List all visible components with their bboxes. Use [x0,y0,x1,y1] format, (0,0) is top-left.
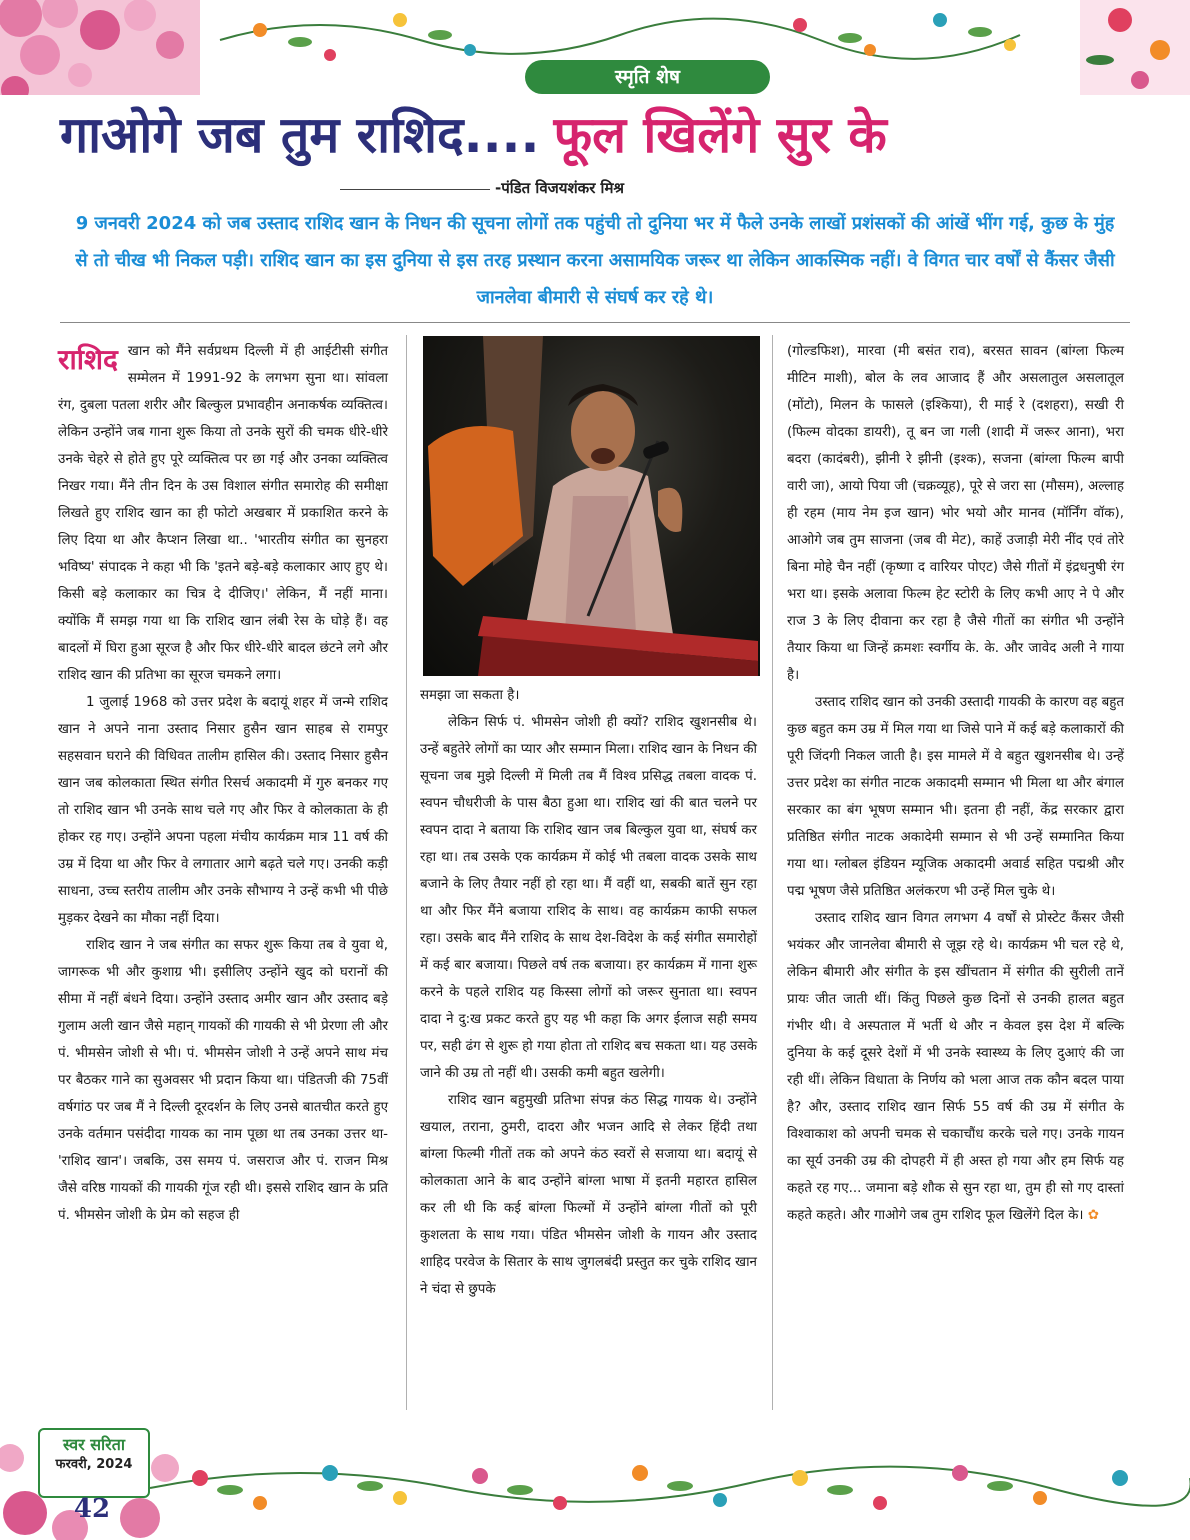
end-flower-icon: ✿ [1087,1208,1099,1223]
paragraph: उस्ताद राशिद खान विगत लगभग 4 वर्षों से प्रोस्टेट कैंसर जैसी भयंकर और जानलेवा बीमारी से जूझ रहे थे। कार्यक्रम भी चल रहे थे, लेकिन बीमारी और संगीत के इस खींचतान में संगीत की सुरीली तानें प्रायः जीत जाती थीं। किंतु पिछले कुछ दिनों से उनकी हालत बहुत गंभीर थी। वे अस्पताल में भर्ती थे और न केवल इस देश में बल्कि दुनिया के कई दूसरे देशों में भी उनके स्वास्थ्य के लिए दुआएं की जा रही थीं। लेकिन विधाता के निर्णय को भला आज तक कौन बदल पाया है? और, उस्ताद राशिद खान सिर्फ 55 वर्ष की उम्र में संगीत के विश्वाकाश को अपनी चमक से चकाचौंध करके चले गए। उनके गायन का सूर्य उनकी उम्र की दोपहरी में ही अस्त हो गया और हम सिर्फ यह कहते रह गए... जमाना बड़े शौक से सुन रहा था, तुम ही सो गए दास्तां कहते कहते। और गाओगे जब तुम राशिद फूल खिलेंगे दिल के। ✿ [787,911,1124,1223]
author-name: -पंडित विजयशंकर मिश्र [495,179,625,197]
issue-date: फरवरी, 2024 [55,1457,133,1472]
paragraph: राशिद खान को मैंने सर्वप्रथम दिल्ली में ही आईटीसी संगीत सम्मेलन में 1991-92 के लगभग सुना था। सांवला रंग, दुबला पतला शरीर और बिल्कुल प्रभावहीन अनाकर्षक व्यक्तित्व। लेकिन उन्होंने जब गाना शुरू किया तो उनके सुरों की चमक धीरे-धीरे उनके चेहरे से होते हुए पूरे व्यक्तित्व पर छा गई और उनका व्यक्तित्व निखर गया। मैंने तीन दिन के उस विशाल संगीत समारोह की समीक्षा लिखते हुए राशिद खान का ही फोटो अखबार में प्रकाशित करने के लिए दिया था और कैप्शन लिखा था.. 'भारतीय संगीत का सुनहरा भविष्य' संपादक ने कहा भी कि 'इतने बड़े-बड़े कलाकार आए हुए थे। किसी बड़े कलाकार का चित्र दे दीजिए।' लेकिन, मैं नहीं माना। क्योंकि मैं समझ गया था कि राशिद खान लंबी रेस के घोड़े हैं। वह बादलों में घिरा हुआ सूरज है और फिर धीरे-धीरे बादल छंटने लगे और राशिद खान की प्रतिभा का सूरज चमकने लगा। [58,338,388,689]
page-number: 42 [73,1494,111,1524]
headline-part-1: गाओगे जब तुम राशिद.... [60,106,540,164]
paragraph: लेकिन सिर्फ पं. भीमसेन जोशी ही क्यों? राशिद खुशनसीब थे। उन्हें बहुतेरे लोगों का प्यार और सम्मान मिला। राशिद खान के निधन की सूचना जब मुझे दिल्ली में मिली तब मैं विश्व प्रसिद्ध तबला वादक पं. स्वपन चौधरीजी के पास बैठा हुआ था। राशिद खां की बात चलने पर स्वपन दादा ने बताया कि राशिद खान जब बिल्कुल युवा था, संघर्ष कर रहा था। तब उसके एक कार्यक्रम में कोई भी तबला वादक उसके साथ बजाने के लिए तैयार नहीं हो रहा था। मैं वहीं था, सबकी बातें सुन रहा था और फिर मैंने बजाया राशिद के साथ। वह कार्यक्रम काफी सफल रहा। उसके बाद मैंने राशिद के साथ देश-विदेश के कई संगीत समारोहों में कई बार बजाया। पिछले वर्ष तक बजाया। हर कार्यक्रम में गाना शुरू करने के पहले राशिद यह किस्सा लोगों को जरूर सुनाता था। स्वपन दादा ने दु:ख प्रकट करते हुए यह भी कहा कि अगर ईलाज सही समय पर, सही ढंग से शुरू हो गया होता तो राशिद बच सकता था। यह उसके जाने की उम्र तो नहीं थी। उसकी कमी बहुत खलेगी। [420,715,757,1081]
paragraph: समझा जा सकता है। [420,688,520,703]
dropcap: राशिद [58,343,118,376]
headline-part-2: फूल खिलेंगे सुर के [553,106,887,164]
column-divider [772,335,773,1410]
floral-border-bottom [0,1418,1190,1540]
column-3 [787,338,1124,1229]
magazine-name: स्वर सरिता [62,1435,125,1454]
photo-illustration [423,336,760,676]
intro-paragraph: 9 जनवरी 2024 को जब उस्ताद राशिद खान के निधन की सूचना लोगों तक पहुंची तो दुनिया भर में फैले उनके लाखों प्रशंसकों की आंखें भींग गई, कुछ के मुंह से तो चीख भी निकल पड़ी। राशिद खान का इस दुनिया से इस तरह प्रस्थान करना असामयिक जरूर था लेकिन आकस्मिक नहीं। वे विगत चार वर्षों से कैंसर जैसी जानलेवा बीमारी से संघर्ष कर रहे थे। [75,213,1115,308]
byline-rule [340,189,490,190]
column-2 [420,682,757,1303]
paragraph: राशिद खान बहुमुखी प्रतिभा संपन्न कंठ सिद्ध गायक थे। उन्होंने खयाल, तराना, ठुमरी, दादरा और भजन आदि से लेकर हिंदी तथा बांग्ला फिल्मी गीतों तक को अपने कंठ स्वरों से सजाया था। बदायूं से कोलकाता आने के बाद उन्होंने बांग्ला भाषा में इतनी महारत हासिल कर ली थी कि कई बांग्ला फिल्मों में उन्होंने बांग्ला गीतों को पूरी कुशलता के साथ गया। पंडित भीमसेन जोशी के गायन और उस्ताद शाहिद परवेज के सितार के साथ जुगलबंदी प्रस्तुत कर चुके राशिद खान ने चंदा से छुपके [420,1093,757,1297]
article-headline [60,100,1140,170]
article-photo [423,336,760,676]
paragraph: 1 जुलाई 1968 को उत्तर प्रदेश के बदायूं शहर में जन्मे राशिद खान ने अपने नाना उस्ताद निसार हुसैन खान साहब से रामपुर सहसवान घराने की विधिवत तालीम हासिल की। उस्ताद निसार हुसैन खान जब कोलकाता स्थित संगीत रिसर्च अकादमी में गुरु बनकर गए तो राशिद खान भी उनके साथ चले गए और फिर वे कोलकाता के ही होकर रह गए। उन्होंने अपना पहला मंचीय कार्यक्रम मात्र 11 वर्ष की उम्र में दिया था और फिर वे लगातार आगे बढ़ते चले गए। उनकी कड़ी साधना, उच्च स्तरीय तालीम और उनके सौभाग्य ने उन्हें कभी भी पीछे मुड़कर देखने का मौका नहीं दिया। [58,695,388,926]
byline [340,178,860,202]
column-1 [58,338,388,1229]
paragraph: उस्ताद राशिद खान को उनकी उस्तादी गायकी के कारण वह बहुत कुछ बहुत कम उम्र में मिल गया था जिसे पाने में कई बड़े कलाकारों की पूरी जिंदगी निकल जाती है। इस मामले में वे बहुत खुशनसीब थे। उन्हें उत्तर प्रदेश का संगीत नाटक अकादमी सम्मान भी मिला था और बंगाल सरकार का बंग भूषण सम्मान भी। इतना ही नहीं, केंद्र सरकार द्वारा प्रतिष्ठित संगीत नाटक अकादेमी सम्मान से भी उन्हें सम्मानित किया गया था। ग्लोबल इंडियन म्यूजिक अकादमी अवार्ड सहित पद्मश्री और पद्म भूषण जैसे प्रतिष्ठित अलंकरण भी उन्हें मिल चुके थे। [787,695,1124,899]
magazine-badge [38,1428,150,1498]
section-kicker: स्मृति शेष [525,60,770,94]
paragraph: राशिद खान ने जब संगीत का सफर शुरू किया तब वे युवा थे, जागरूक भी और कुशाग्र भी। इसीलिए उन्होंने खुद को घरानों की सीमा में नहीं बंधने दिया। उन्होंने उस्ताद अमीर खान और उस्ताद बड़े गुलाम अली खान जैसे महान् गायकों की गायकी से भी प्रेरणा ली और पं. भीमसेन जोशी से भी। पं. भीमसेन जोशी ने उन्हें अपने साथ मंच पर बैठकर गाने का सुअवसर भी प्रदान किया था। पंडितजी की 75वीं वर्षगांठ पर जब मैं ने दिल्ली दूरदर्शन के लिए उनसे बातचीत करते हुए उनके वर्तमान पसंदीदा गायक का नाम पूछा था तब उनका उत्तर था- 'राशिद खान'। जबकि, उस समय पं. जसराज और पं. राजन मिश्र जैसे वरिष्ठ गायकों की गायकी गूंज रही थी। इससे राशिद खान के प्रति पं. भीमसेन जोशी के प्रेम को सहज ही [58,938,388,1223]
divider [60,322,1130,323]
paragraph: (गोल्डफिश), मारवा (मी बसंत राव), बरसत सावन (बांग्ला फिल्म मीटिन माशी), बोल के लव आजाद हैं और असलातुल असलातूल (मोंटो), मिलन के फासले (इश्किया), री माई रे (दशहरा), सखी री (फिल्म वोदका डायरी), तू बन जा गली (शादी में जरूर आना), भरा बदरा (कादंबरी), झीनी रे झीनी (इश्क), सजना (बांग्ला फिल्म बापी वारी जा), आयो पिया जी (चक्रव्यूह), पूरे से जरा सा (मौसम), अल्लाह ही रहम (माय नेम इज खान) भोर भयो और मानव (मॉर्निंग वॉक), आओगे जब तुम साजना (जब वी मेट), काहें उजाड़ी मेरी नींद एवं तोरे बिना मोहे चैन नहीं (कृष्णा द वारियर पोएट) जैसे गीतों में इंद्रधनुषी रंग भरा था। इसके अलावा फिल्म हेट स्टोरी के लिए कभी आए ने पे और राज 3 के लिए दीवाना कर रहा है जैसे गीतों का संगीत भी उन्होंने तैयार किया था जिन्हें क्रमशः स्वर्गीय के. के. और जावेद अली ने गाया है। [787,344,1124,683]
column-divider [406,335,407,1410]
